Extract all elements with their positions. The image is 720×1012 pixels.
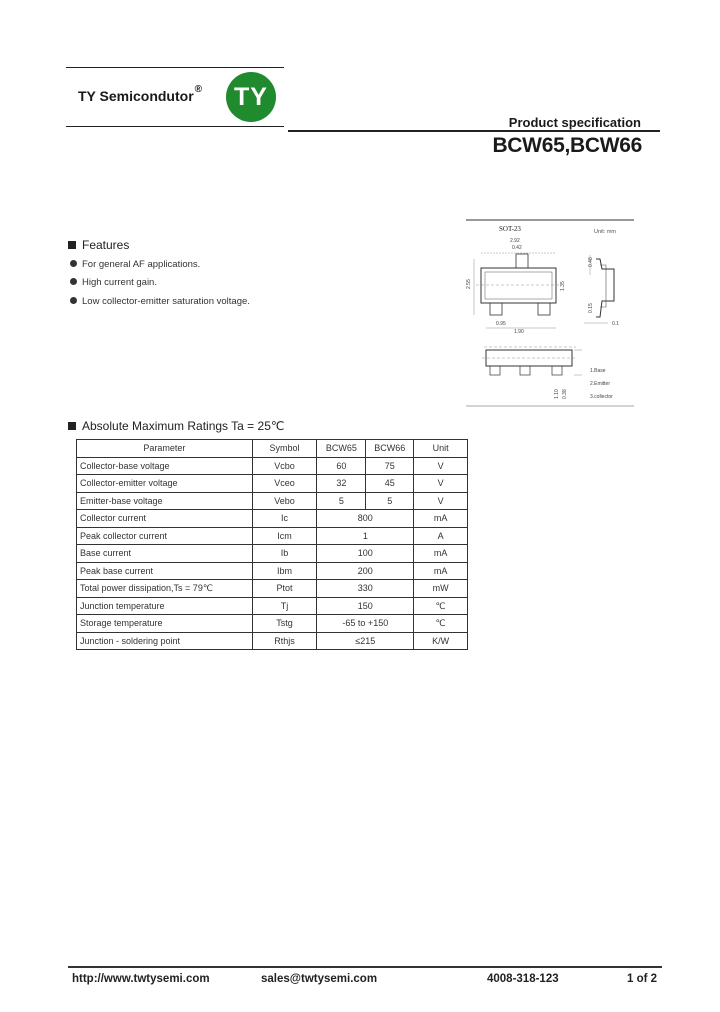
dimension-label: 0.38: [562, 389, 568, 399]
phone-number: 4008-318-123: [487, 973, 559, 985]
dimension-label: 1.35: [560, 281, 566, 291]
parameter-cell: Base current: [77, 545, 253, 563]
bcw65-value-cell: 32: [317, 475, 366, 493]
bcw66-value-cell: 45: [366, 475, 414, 493]
symbol-cell: Rthjs: [252, 632, 317, 650]
bullet-dot-icon: [70, 297, 77, 304]
table-row: [77, 492, 468, 510]
feature-item: [70, 296, 250, 307]
feature-text: For general AF applications.: [82, 259, 201, 270]
feature-text: Low collector-emitter saturation voltage.: [82, 296, 250, 307]
bcw65-value-cell: 5: [317, 492, 366, 510]
unit-cell: mA: [414, 510, 468, 528]
parameter-cell: Junction - soldering point: [77, 632, 253, 650]
unit-cell: mA: [414, 545, 468, 563]
unit-cell: mW: [414, 580, 468, 598]
feature-item: [70, 277, 157, 288]
parameter-cell: Emitter-base voltage: [77, 492, 253, 510]
table-row: [77, 615, 468, 633]
parameter-cell: Storage temperature: [77, 615, 253, 633]
registered-mark: ®: [194, 84, 203, 95]
company-logo: TY: [226, 72, 276, 122]
symbol-cell: Vebo: [252, 492, 317, 510]
absolute-maximum-ratings-table: [76, 439, 468, 650]
dimension-label: 0.42: [512, 245, 522, 251]
dimension-label: 1.10: [554, 389, 560, 399]
part-number-title: BCW65,BCW66: [492, 134, 642, 157]
dimension-label: 2.55: [466, 279, 472, 289]
value-cell: 800: [317, 510, 414, 528]
table-header-cell: BCW66: [366, 440, 414, 458]
parameter-cell: Junction temperature: [77, 597, 253, 615]
table-header-cell: Unit: [414, 440, 468, 458]
bullet-dot-icon: [70, 278, 77, 285]
company-name: [78, 84, 203, 104]
unit-cell: ℃: [414, 615, 468, 633]
table-header-cell: Parameter: [77, 440, 253, 458]
pin-label: 3.collector: [590, 394, 613, 400]
bullet-square-icon: [68, 422, 76, 430]
value-cell: 100: [317, 545, 414, 563]
feature-item: [70, 259, 200, 270]
unit-label: Unit: mm: [594, 229, 616, 235]
parameter-cell: Peak collector current: [77, 527, 253, 545]
dimension-label: 1.90: [514, 329, 524, 335]
table-header-row: [77, 440, 468, 458]
pin-label: 2.Emitter: [590, 381, 611, 387]
features-heading-text: Features: [82, 238, 130, 252]
product-specification-label: Product specification: [508, 115, 641, 130]
parameter-cell: Peak base current: [77, 562, 253, 580]
symbol-cell: Vcbo: [252, 457, 317, 475]
package-name: SOT-23: [499, 225, 521, 233]
bcw66-value-cell: 75: [366, 457, 414, 475]
table-row: [77, 632, 468, 650]
ratings-heading: [68, 419, 284, 433]
features-heading: [68, 238, 129, 252]
bullet-square-icon: [68, 241, 76, 249]
table-header-cell: Symbol: [252, 440, 317, 458]
symbol-cell: Vceo: [252, 475, 317, 493]
dimension-label: 0.1: [612, 321, 619, 327]
unit-cell: V: [414, 475, 468, 493]
unit-cell: A: [414, 527, 468, 545]
dimension-label: 0.48: [588, 257, 594, 267]
email-link[interactable]: sales@twtysemi.com: [261, 973, 378, 985]
page-number: 1 of 2: [627, 973, 658, 985]
value-cell: 200: [317, 562, 414, 580]
value-cell: 1: [317, 527, 414, 545]
table-header-cell: BCW65: [317, 440, 366, 458]
package-outline-drawing: [466, 219, 634, 407]
table-row: [77, 457, 468, 475]
title-rule: [288, 130, 660, 132]
value-cell: 150: [317, 597, 414, 615]
value-cell: -65 to +150: [317, 615, 414, 633]
dimension-label: 2.92: [510, 238, 520, 244]
symbol-cell: Ptot: [252, 580, 317, 598]
symbol-cell: Tj: [252, 597, 317, 615]
table-row: [77, 475, 468, 493]
symbol-cell: Ib: [252, 545, 317, 563]
table-row: [77, 597, 468, 615]
bcw66-value-cell: 5: [366, 492, 414, 510]
website-link[interactable]: http://www.twtysemi.com: [72, 973, 210, 985]
symbol-cell: Ibm: [252, 562, 317, 580]
symbol-cell: Tstg: [252, 615, 317, 633]
table-row: [77, 545, 468, 563]
unit-cell: V: [414, 492, 468, 510]
value-cell: 330: [317, 580, 414, 598]
table-row: [77, 580, 468, 598]
pin-label: 1.Base: [590, 368, 606, 374]
bcw65-value-cell: 60: [317, 457, 366, 475]
value-cell: ≤215: [317, 632, 414, 650]
symbol-cell: Icm: [252, 527, 317, 545]
footer-rule: [68, 966, 662, 968]
dimension-label: 0.15: [588, 303, 594, 313]
ratings-heading-text: Absolute Maximum Ratings Ta = 25℃: [82, 419, 285, 433]
table-row: [77, 562, 468, 580]
parameter-cell: Collector-base voltage: [77, 457, 253, 475]
parameter-cell: Collector current: [77, 510, 253, 528]
parameter-cell: Collector-emitter voltage: [77, 475, 253, 493]
unit-cell: K/W: [414, 632, 468, 650]
symbol-cell: Ic: [252, 510, 317, 528]
unit-cell: mA: [414, 562, 468, 580]
unit-cell: ℃: [414, 597, 468, 615]
unit-cell: V: [414, 457, 468, 475]
table-row: [77, 527, 468, 545]
feature-text: High current gain.: [82, 277, 157, 288]
header-bottom-rule: [66, 126, 284, 127]
parameter-cell: Total power dissipation,Ts = 79℃: [77, 580, 253, 598]
dimension-label: 0.95: [496, 321, 506, 327]
table-row: [77, 510, 468, 528]
header-top-rule: [66, 67, 284, 68]
bullet-dot-icon: [70, 260, 77, 267]
company-name-text: TY Semicondutor: [78, 88, 194, 104]
